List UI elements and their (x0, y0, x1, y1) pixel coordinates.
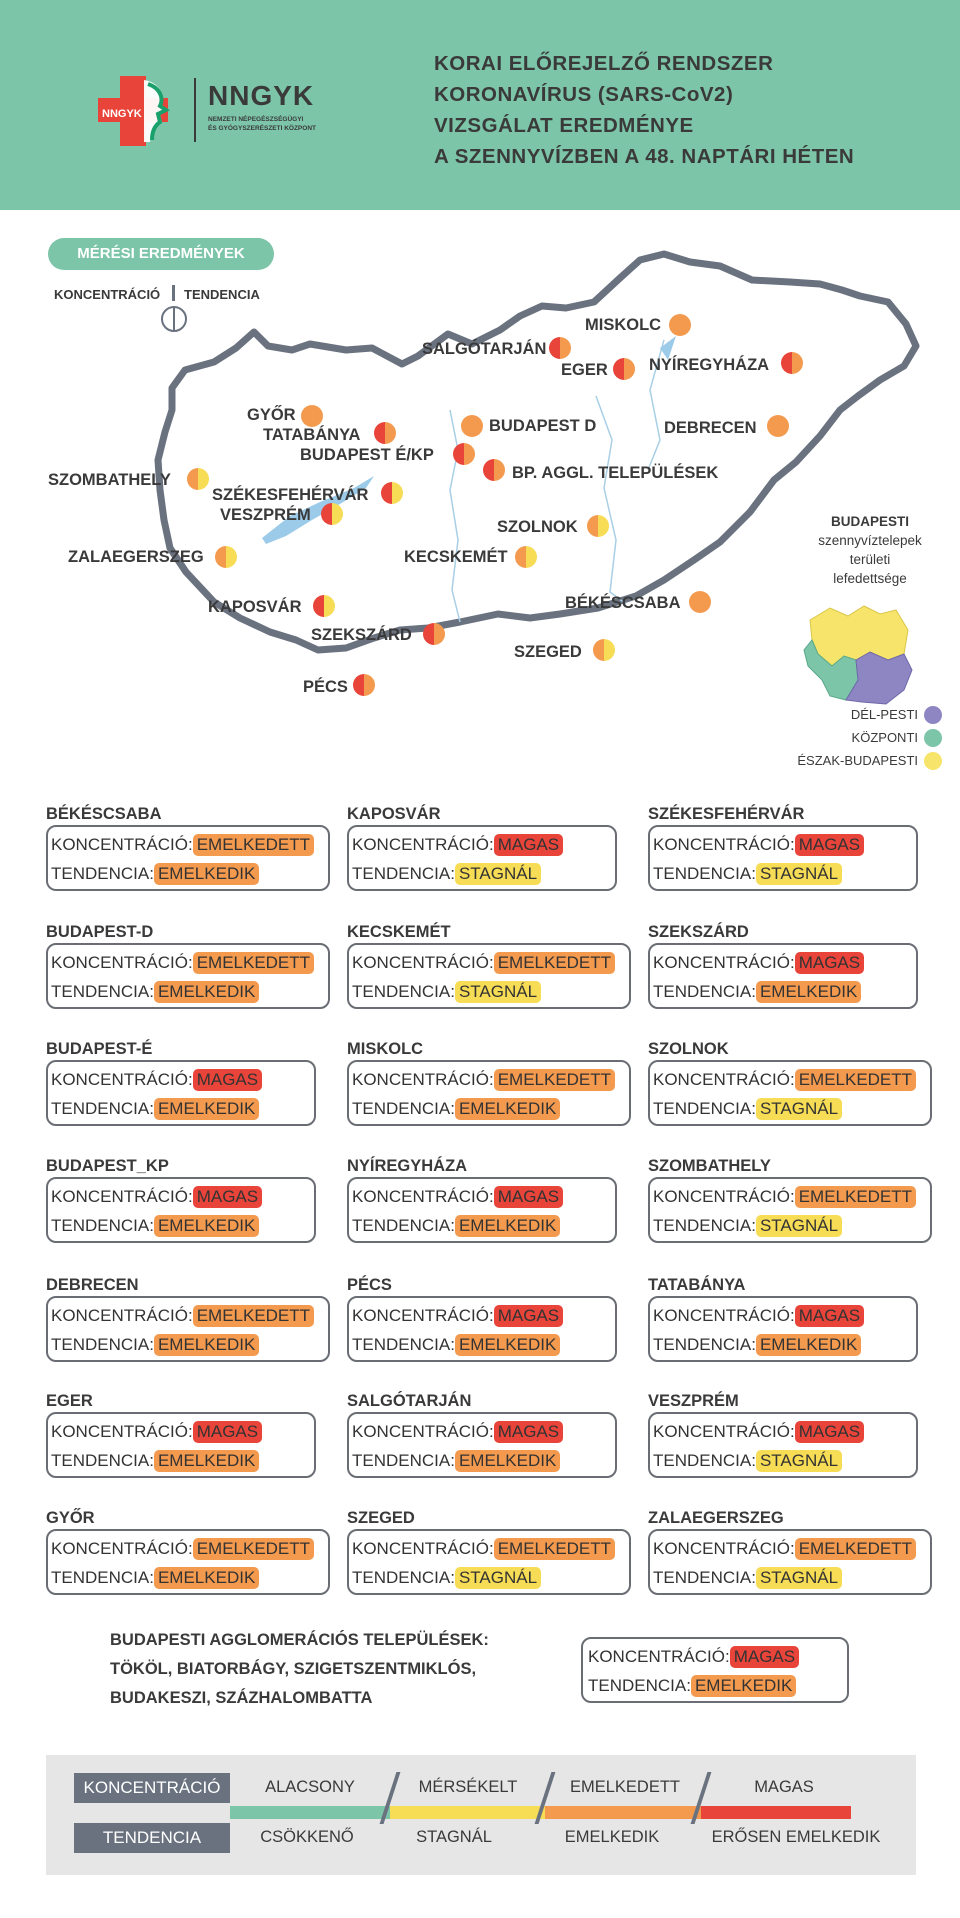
tendency-row-value: EMELKEDIK (455, 1334, 560, 1356)
map-city-dot (766, 414, 790, 438)
concentration-row-value: MAGAS (193, 1421, 262, 1443)
result-card (347, 1060, 631, 1126)
map-city-label: MISKOLC (585, 316, 662, 334)
result-card-title: BUDAPEST-D (46, 923, 154, 941)
tendency-row-label: TENDENCIA: (51, 1335, 154, 1354)
concentration-row (51, 1305, 314, 1327)
result-card (46, 1060, 316, 1126)
concentration-row-label: KONCENTRÁCIÓ: (653, 953, 795, 972)
title-line-4: A SZENNYVÍZBEN A 48. NAPTÁRI HÉTEN (434, 145, 855, 168)
result-card (347, 1177, 617, 1243)
concentration-row (51, 1069, 262, 1091)
concentration-row (352, 834, 563, 856)
tendency-row (51, 1334, 259, 1356)
concentration-row-value: EMELKEDETT (193, 952, 314, 974)
concentration-row-label: KONCENTRÁCIÓ: (352, 1539, 494, 1558)
budapest-caption-line-3: területi (849, 552, 891, 567)
map-city-dot (320, 502, 344, 526)
scale-tend-decreasing: CSÖKKENŐ (260, 1828, 354, 1846)
tendency-row (51, 981, 259, 1003)
concentration-row (653, 1421, 864, 1443)
scale-tend-stagnating: STAGNÁL (416, 1828, 492, 1846)
result-card-title: TATABÁNYA (648, 1276, 746, 1294)
map-city-dot (482, 458, 506, 482)
budapest-caption-line-1: BUDAPESTI (830, 514, 909, 529)
scale-bar-moderate (390, 1806, 545, 1819)
map-city-dot (380, 481, 404, 505)
result-card (46, 1412, 316, 1478)
result-card (648, 1529, 932, 1595)
budapest-legend-central-dot (924, 729, 942, 747)
concentration-row-label: KONCENTRÁCIÓ: (352, 835, 494, 854)
measurement-results-label: MÉRÉSI EREDMÉNYEK (48, 238, 274, 270)
map-city-label: VESZPRÉM (220, 506, 311, 524)
map-city-label: SZOMBATHELY (48, 471, 171, 489)
result-card-title: NYÍREGYHÁZA (347, 1157, 468, 1175)
tendency-row-value: STAGNÁL (455, 981, 541, 1003)
tendency-row (352, 863, 541, 885)
agglomeration-card (581, 1637, 849, 1703)
tendency-row-value: STAGNÁL (455, 863, 541, 885)
map-city-label: BUDAPEST É/KP (300, 446, 434, 464)
result-card (347, 1412, 617, 1478)
legend-tendency-label: TENDENCIA (184, 287, 260, 302)
result-card-title: PÉCS (347, 1276, 392, 1294)
result-card (347, 943, 631, 1009)
tendency-row-value: STAGNÁL (455, 1567, 541, 1589)
tendency-row-label: TENDENCIA: (51, 982, 154, 1001)
tendency-row-label: TENDENCIA: (352, 1335, 455, 1354)
map-city-label: BÉKÉSCSABA (565, 594, 681, 612)
logo-cross-icon (96, 76, 176, 146)
scale-conc-elevated: EMELKEDETT (569, 1778, 681, 1796)
concentration-row-value: EMELKEDETT (193, 1538, 314, 1560)
concentration-row-label: KONCENTRÁCIÓ: (352, 1187, 494, 1206)
concentration-row-value: MAGAS (193, 1069, 262, 1091)
tendency-row (51, 1215, 259, 1237)
result-card (648, 1412, 918, 1478)
tendency-row-label: TENDENCIA: (653, 1099, 756, 1118)
concentration-row-value: MAGAS (795, 1421, 864, 1443)
result-card (648, 1060, 932, 1126)
concentration-row-label: KONCENTRÁCIÓ: (51, 1187, 193, 1206)
concentration-row-label: KONCENTRÁCIÓ: (352, 1306, 494, 1325)
concentration-row (653, 1069, 916, 1091)
budapest-legend-north: ÉSZAK-BUDAPESTI (797, 753, 918, 768)
tendency-row-label: TENDENCIA: (51, 1216, 154, 1235)
tendency-row (653, 863, 842, 885)
tendency-row-label: TENDENCIA: (352, 982, 455, 1001)
concentration-row (653, 1538, 916, 1560)
tendency-row (51, 863, 259, 885)
map-city-dot (312, 594, 336, 618)
concentration-row (653, 1186, 916, 1208)
concentration-row-label: KONCENTRÁCIÓ: (653, 1187, 795, 1206)
result-card-title: EGER (46, 1392, 93, 1410)
map-city-label: ZALAEGERSZEG (68, 548, 204, 566)
logo-name: NNGYK (208, 80, 315, 111)
result-card-title: BÉKÉSCSABA (46, 805, 162, 823)
tendency-row-value: EMELKEDIK (756, 1334, 861, 1356)
logo-badge: NNGYK (102, 108, 142, 120)
map-city-label: PÉCS (303, 678, 348, 696)
tendency-row-value: EMELKEDIK (154, 1215, 259, 1237)
map-city-dot (514, 545, 538, 569)
result-card (347, 825, 617, 891)
map-city-label: DEBRECEN (664, 419, 757, 437)
concentration-row-value: MAGAS (795, 952, 864, 974)
scale-bar-elevated (545, 1806, 701, 1819)
tendency-row (653, 1450, 842, 1472)
result-card-title: SZOMBATHELY (648, 1157, 771, 1175)
map-city-dot (452, 442, 476, 466)
tendency-row-value: STAGNÁL (756, 1098, 842, 1120)
concentration-row-value: MAGAS (494, 834, 563, 856)
title-line-2: KORONAVÍRUS (SARS-CoV2) (434, 83, 734, 106)
result-card-title: GYŐR (46, 1509, 95, 1527)
result-card (648, 1177, 932, 1243)
concentration-row-label: KONCENTRÁCIÓ: (352, 1422, 494, 1441)
tendency-row-value: EMELKEDIK (455, 1098, 560, 1120)
map-city-dot (586, 514, 610, 538)
budapest-legend-south-pest: DÉL-PESTI (850, 707, 918, 722)
tendency-row (51, 1450, 259, 1472)
agglomeration-towns-1: TÖKÖL, BIATORBÁGY, SZIGETSZENTMIKLÓS, (110, 1660, 477, 1678)
concentration-label: KONCENTRÁCIÓ: (588, 1647, 730, 1666)
tendency-row (653, 1098, 842, 1120)
tendency-row-label: TENDENCIA: (653, 1216, 756, 1235)
concentration-row-value: EMELKEDETT (494, 1069, 615, 1091)
tendency-row-value: EMELKEDIK (154, 1334, 259, 1356)
logo-divider (194, 78, 196, 142)
concentration-row-value: EMELKEDETT (795, 1538, 916, 1560)
title-line-1: KORAI ELŐREJELZŐ RENDSZER (434, 52, 774, 75)
budapest-legend-central: KÖZPONTI (851, 730, 918, 745)
concentration-row-label: KONCENTRÁCIÓ: (653, 1422, 795, 1441)
scale-conc-low: ALACSONY (265, 1778, 355, 1796)
concentration-row (352, 1538, 615, 1560)
concentration-row (51, 952, 314, 974)
concentration-row-value: EMELKEDETT (795, 1069, 916, 1091)
concentration-row-label: KONCENTRÁCIÓ: (51, 1070, 193, 1089)
map-city-label: TATABÁNYA (263, 426, 361, 444)
tendency-row-label: TENDENCIA: (653, 982, 756, 1001)
tendency-row (653, 981, 861, 1003)
map-city-dot (373, 421, 397, 445)
map-city-label: KECSKEMÉT (404, 548, 508, 566)
concentration-row (352, 1305, 563, 1327)
concentration-row (51, 1421, 262, 1443)
concentration-row-value: MAGAS (494, 1305, 563, 1327)
budapest-legend-north-dot (924, 752, 942, 770)
scale-conc-moderate: MÉRSÉKELT (418, 1778, 518, 1796)
tendency-row-label: TENDENCIA: (653, 1568, 756, 1587)
concentration-row-value: EMELKEDETT (193, 834, 314, 856)
concentration-row-label: KONCENTRÁCIÓ: (51, 835, 193, 854)
result-card (46, 943, 330, 1009)
scale-concentration-head: KONCENTRÁCIÓ (74, 1773, 230, 1803)
result-card (648, 825, 918, 891)
agglomeration-concentration-value: MAGAS (730, 1646, 799, 1668)
title-line-3: VIZSGÁLAT EREDMÉNYE (434, 114, 694, 137)
tendency-row-label: TENDENCIA: (51, 1451, 154, 1470)
budapest-legend-south-pest-dot (924, 706, 942, 724)
map-city-label: SZÉKESFEHÉRVÁR (212, 486, 369, 504)
agglomeration-concentration-row (588, 1646, 799, 1668)
tendency-row-value: EMELKEDIK (154, 863, 259, 885)
concentration-row (352, 952, 615, 974)
tendency-row-value: EMELKEDIK (154, 1450, 259, 1472)
agglomeration-towns-2: BUDAKESZI, SZÁZHALOMBATTA (110, 1689, 373, 1707)
tendency-row-value: EMELKEDIK (154, 1098, 259, 1120)
map-city-label: NYÍREGYHÁZA (649, 356, 770, 374)
result-card-title: SALGÓTARJÁN (347, 1392, 472, 1410)
tendency-row-label: TENDENCIA: (653, 864, 756, 883)
concentration-row-label: KONCENTRÁCIÓ: (653, 835, 795, 854)
concentration-row (653, 952, 864, 974)
concentration-row-value: EMELKEDETT (795, 1186, 916, 1208)
map-city-label: SZEGED (514, 643, 582, 661)
map-city-dot (460, 414, 484, 438)
tendency-row-label: TENDENCIA: (352, 1216, 455, 1235)
tendency-row (653, 1215, 842, 1237)
tendency-row-label: TENDENCIA: (51, 864, 154, 883)
concentration-row-value: EMELKEDETT (494, 952, 615, 974)
tendency-row-value: STAGNÁL (756, 1215, 842, 1237)
tendency-row-label: TENDENCIA: (653, 1451, 756, 1470)
result-card-title: BUDAPEST_KP (46, 1157, 169, 1175)
map-city-dot (300, 404, 324, 428)
budapest-caption-line-2: szennyvíztelepek (818, 533, 922, 548)
map-city-label: BP. AGGL. TELEPÜLÉSEK (512, 464, 719, 482)
result-card (648, 1296, 918, 1362)
scale-conc-high: MAGAS (754, 1778, 814, 1796)
result-card-title: SZOLNOK (648, 1040, 729, 1058)
result-card (347, 1529, 631, 1595)
concentration-row-label: KONCENTRÁCIÓ: (51, 1422, 193, 1441)
tendency-row-label: TENDENCIA: (352, 1568, 455, 1587)
tendency-row-label: TENDENCIA: (352, 864, 455, 883)
result-card-title: DEBRECEN (46, 1276, 139, 1294)
concentration-row-value: MAGAS (494, 1186, 563, 1208)
result-card (46, 1296, 330, 1362)
agglomeration-tendency-row (588, 1675, 796, 1697)
legend-concentration-label: KONCENTRÁCIÓ (54, 287, 161, 302)
map-city-dot (352, 673, 376, 697)
result-card-title: KECSKEMÉT (347, 923, 451, 941)
tendency-row (352, 1098, 560, 1120)
concentration-row-label: KONCENTRÁCIÓ: (653, 1306, 795, 1325)
result-card-title: VESZPRÉM (648, 1392, 739, 1410)
concentration-row (51, 1186, 262, 1208)
map-city-dot (592, 638, 616, 662)
concentration-row-label: KONCENTRÁCIÓ: (51, 953, 193, 972)
concentration-row-value: MAGAS (494, 1421, 563, 1443)
tendency-row (653, 1334, 861, 1356)
logo-subtitle-2: ÉS GYÓGYSZERÉSZETI KÖZPONT (208, 125, 316, 132)
concentration-row-value: EMELKEDETT (494, 1538, 615, 1560)
tendency-row-label: TENDENCIA: (352, 1451, 455, 1470)
concentration-row-value: MAGAS (795, 1305, 864, 1327)
nngyk-logo (96, 76, 336, 146)
scale-bar-low (230, 1806, 390, 1819)
tendency-row (51, 1567, 259, 1589)
budapest-caption-line-4: lefedettsége (833, 571, 907, 586)
tendency-row-value: EMELKEDIK (455, 1215, 560, 1237)
concentration-row (352, 1421, 563, 1443)
concentration-row (352, 1069, 615, 1091)
map-city-label: BUDAPEST D (489, 417, 597, 435)
concentration-row-value: EMELKEDETT (193, 1305, 314, 1327)
scale-bar-high (701, 1806, 851, 1819)
concentration-row-label: KONCENTRÁCIÓ: (653, 1070, 795, 1089)
agglomeration-tendency-value: EMELKEDIK (691, 1675, 796, 1697)
map-city-label: SZEKSZÁRD (311, 626, 412, 644)
map-city-dot (612, 357, 636, 381)
concentration-row (352, 1186, 563, 1208)
map-city-dot (186, 467, 210, 491)
map-city-dot (780, 351, 804, 375)
tendency-row (352, 1215, 560, 1237)
result-card-title: SZEKSZÁRD (648, 923, 749, 941)
result-card (46, 1529, 330, 1595)
concentration-row-label: KONCENTRÁCIÓ: (352, 1070, 494, 1089)
tendency-row (653, 1567, 842, 1589)
concentration-row-label: KONCENTRÁCIÓ: (51, 1306, 193, 1325)
map-city-dot (548, 336, 572, 360)
result-card-title: SZÉKESFEHÉRVÁR (648, 805, 805, 823)
result-card-title: BUDAPEST-É (46, 1040, 153, 1058)
tendency-label: TENDENCIA: (588, 1676, 691, 1695)
tendency-row-label: TENDENCIA: (51, 1568, 154, 1587)
tendency-row (352, 1450, 560, 1472)
concentration-row-label: KONCENTRÁCIÓ: (352, 953, 494, 972)
concentration-row-label: KONCENTRÁCIÓ: (51, 1539, 193, 1558)
map-city-label: KAPOSVÁR (208, 598, 302, 616)
scale-tendency-head: TENDENCIA (74, 1823, 230, 1853)
result-card (648, 943, 918, 1009)
result-card (347, 1296, 617, 1362)
result-card (46, 825, 330, 891)
logo-subtitle-1: NEMZETI NÉPEGÉSZSÉGÜGYI (208, 116, 304, 123)
header-banner (0, 0, 960, 210)
result-card-title: SZEGED (347, 1509, 415, 1527)
result-card-title: KAPOSVÁR (347, 805, 441, 823)
map-city-label: SALGÓTARJÁN (422, 340, 547, 358)
concentration-row-value: MAGAS (193, 1186, 262, 1208)
map-city-label: SZOLNOK (497, 518, 578, 536)
tendency-row (352, 981, 541, 1003)
tendency-row-label: TENDENCIA: (653, 1335, 756, 1354)
map-city-label: EGER (561, 361, 608, 379)
tendency-row-value: EMELKEDIK (756, 981, 861, 1003)
map-city-dot (668, 313, 692, 337)
result-card-title: MISKOLC (347, 1040, 424, 1058)
map-city-dot (422, 622, 446, 646)
tendency-row-label: TENDENCIA: (352, 1099, 455, 1118)
tendency-row (51, 1098, 259, 1120)
tendency-row-value: STAGNÁL (756, 1567, 842, 1589)
tendency-row-value: EMELKEDIK (455, 1450, 560, 1472)
result-card-title: ZALAEGERSZEG (648, 1509, 784, 1527)
concentration-row (653, 834, 864, 856)
scale-tend-strongly-increasing: ERŐSEN EMELKEDIK (711, 1828, 881, 1846)
map-city-label: GYŐR (247, 406, 296, 424)
agglomeration-title: BUDAPESTI AGGLOMERÁCIÓS TELEPÜLÉSEK: (110, 1631, 489, 1649)
tendency-row (352, 1567, 541, 1589)
scale-tend-increasing: EMELKEDIK (564, 1828, 660, 1846)
concentration-row (51, 834, 314, 856)
map-city-dot (214, 545, 238, 569)
concentration-row-label: KONCENTRÁCIÓ: (653, 1539, 795, 1558)
concentration-row (51, 1538, 314, 1560)
tendency-row-value: EMELKEDIK (154, 1567, 259, 1589)
tendency-row-label: TENDENCIA: (51, 1099, 154, 1118)
tendency-row-value: STAGNÁL (756, 863, 842, 885)
tendency-row-value: STAGNÁL (756, 1450, 842, 1472)
concentration-row-value: MAGAS (795, 834, 864, 856)
tendency-row-value: EMELKEDIK (154, 981, 259, 1003)
concentration-row (653, 1305, 864, 1327)
budapest-mini-map (800, 600, 920, 710)
map-city-dot (688, 590, 712, 614)
result-card (46, 1177, 316, 1243)
budapest-coverage-caption (810, 512, 930, 588)
tendency-row (352, 1334, 560, 1356)
